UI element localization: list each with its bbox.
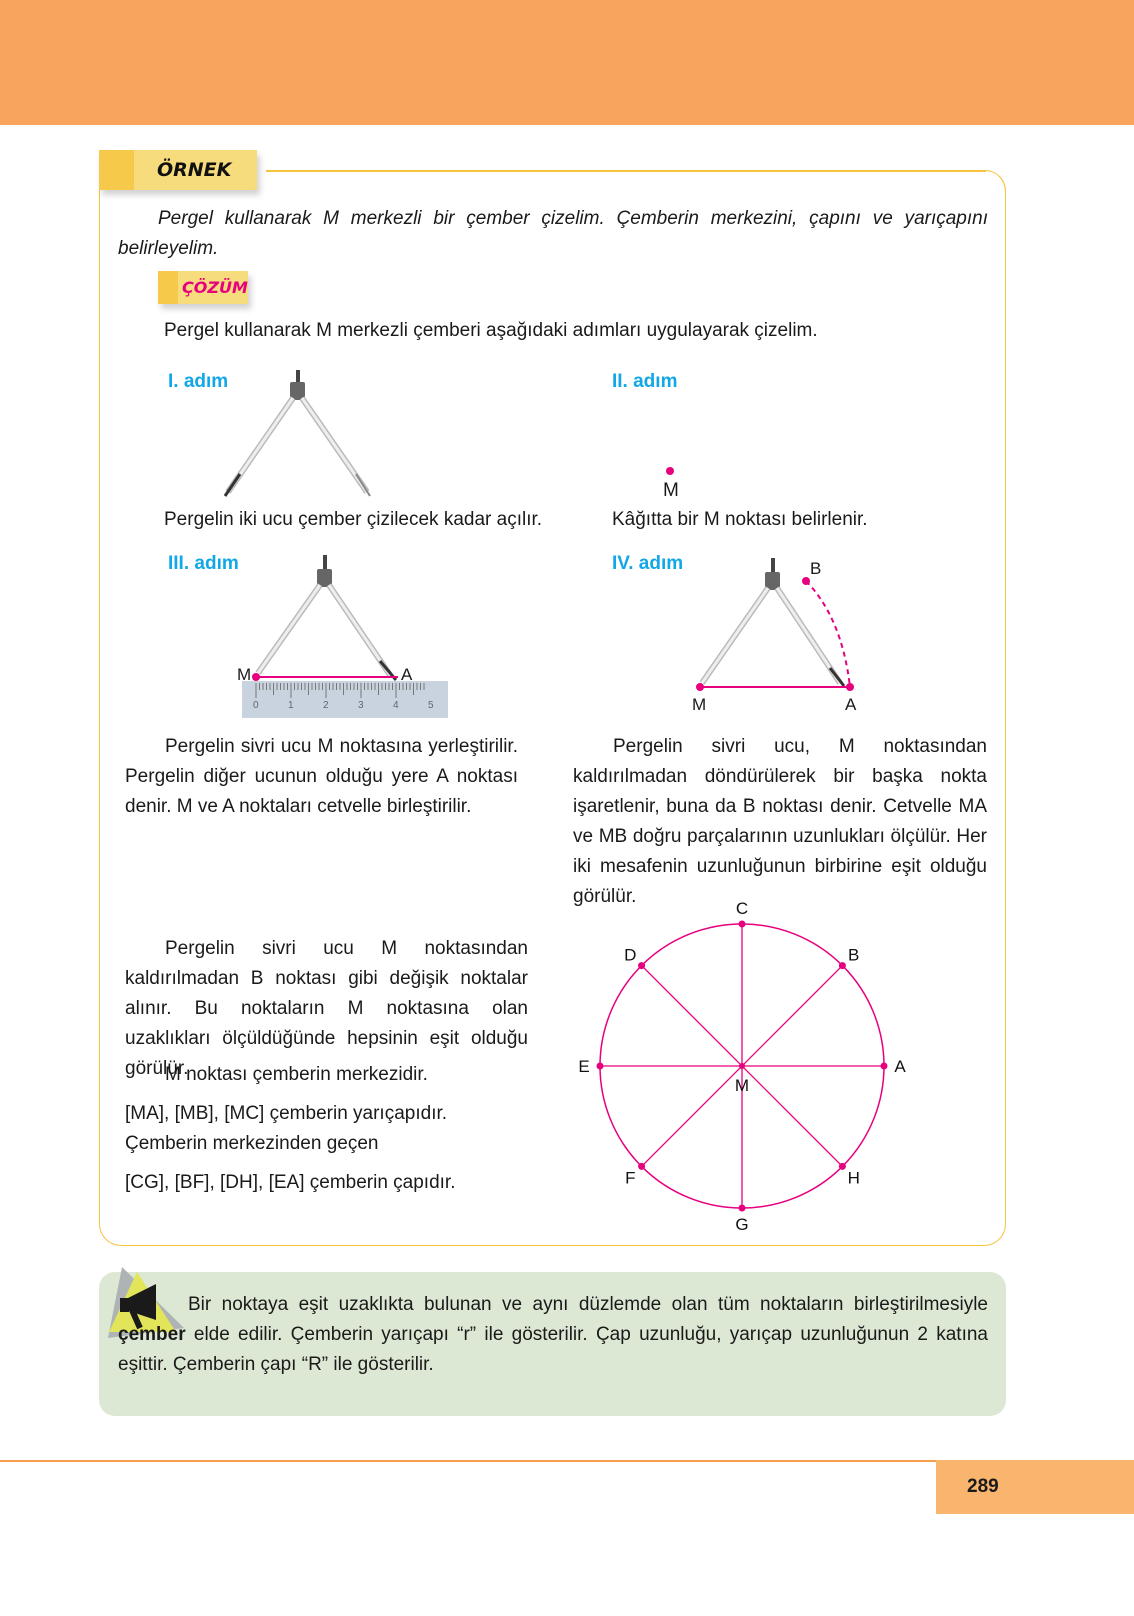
- example-tab: ÖRNEK: [99, 150, 257, 190]
- problem-text: Pergel kullanarak M merkezli bir çember çizelim. Çemberin merkezini, çapını ve yarıçapını belirleyelim.: [118, 208, 988, 259]
- note-bold-term: çember: [118, 1324, 186, 1345]
- step-2-caption: Kâğıtta bir M noktası belirlenir.: [612, 509, 868, 530]
- point-b-label: B: [810, 559, 822, 578]
- point-label: D: [624, 945, 637, 965]
- intro-text: Pergel kullanarak M merkezli çemberi aşağıdaki adımları uygulayarak çizelim.: [164, 320, 818, 341]
- point-label: H: [847, 1168, 860, 1188]
- paragraph: [CG], [BF], [DH], [EA] çemberin çapıdır.: [125, 1172, 456, 1193]
- ruler-tick-label: 2: [323, 700, 329, 711]
- ruler-tick-label: 0: [253, 700, 259, 711]
- point-dot: [739, 921, 746, 928]
- point-label: B: [848, 945, 860, 965]
- point-dot: [597, 1063, 604, 1070]
- point-dot: [839, 1163, 846, 1170]
- paragraph: [MA], [MB], [MC] çemberin yarıçapıdır. Çemberin merkezinden geçen: [125, 1103, 448, 1154]
- point-label: E: [578, 1057, 590, 1076]
- note-text: [118, 1290, 988, 1380]
- paragraph: M noktası çemberin merkezidir.: [165, 1064, 428, 1085]
- paragraph: Pergelin sivri ucu M noktasından kaldırılmadan B noktası gibi değişik noktalar alınır. Bu noktaların M noktasına olan uzaklıkları ölçüldüğünde hepsinin eşit olduğu görülür.: [125, 938, 528, 1079]
- ruler-tick-label: 5: [428, 700, 434, 711]
- step-3-title: III. adım: [168, 553, 239, 574]
- ruler-tick-label: 3: [358, 700, 364, 711]
- step-4-title: IV. adım: [612, 553, 684, 574]
- point-m-label: M: [237, 665, 252, 684]
- center-label: M: [734, 1076, 750, 1095]
- point-dot: [839, 962, 846, 969]
- page-number: 289: [936, 1460, 1134, 1514]
- ruler-tick-label: 4: [393, 700, 399, 711]
- point-a-label: A: [401, 665, 413, 684]
- step-3-caption: Pergelin sivri ucu M noktasına yerleştirilir. Pergelin diğer ucunun olduğu yere A noktası denir. M ve A noktaları cetvelle birleştirilir.: [125, 736, 518, 817]
- point-dot: [881, 1063, 888, 1070]
- point-m-label: M: [692, 695, 707, 714]
- center-dot: [739, 1063, 745, 1069]
- point-m-label: M: [663, 480, 679, 501]
- note-part: elde edilir. Çemberin yarıçapı “r” ile gösterilir. Çap uzunluğu, yarıçap uzunluğunun 2 katına eşittir. Çemberin çapı “R” ile gösterilir.: [118, 1324, 988, 1375]
- ruler-tick-label: 1: [288, 700, 294, 711]
- note-part: Bir noktaya eşit uzaklıkta bulunan ve aynı düzlemde olan tüm noktaların birleştirilmesiyle: [188, 1294, 988, 1315]
- point-label: A: [894, 1057, 906, 1076]
- solution-tab: ÇÖZÜM: [158, 271, 248, 304]
- step-2-title: II. adım: [612, 371, 678, 392]
- point-label: F: [625, 1168, 636, 1188]
- point-dot: [638, 962, 645, 969]
- step-4-caption: Pergelin sivri ucu, M noktasından kaldırılmadan döndürülerek bir başka nokta işaretlenir, buna da B noktası denir. Cetvelle MA ve MB doğru parçalarının uzunlukları ölçülür. Her iki mesafenin uzunluğunun birbirine eşit olduğu görülür.: [573, 736, 987, 907]
- point-a-label: A: [845, 695, 857, 714]
- point-label: G: [735, 1215, 749, 1234]
- point-label: C: [735, 899, 749, 918]
- point-dot: [739, 1205, 746, 1212]
- step-1-caption: Pergelin iki ucu çember çizilecek kadar açılır.: [164, 509, 543, 530]
- point-dot: [638, 1163, 645, 1170]
- step-1-title: I. adım: [168, 371, 229, 392]
